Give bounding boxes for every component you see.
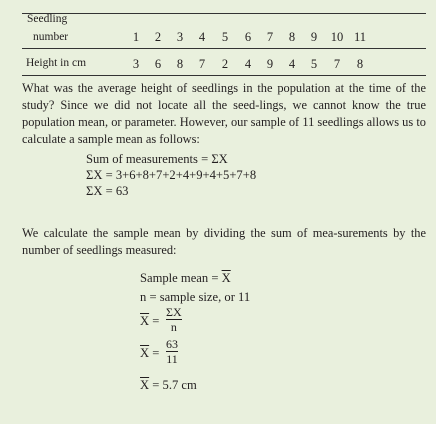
height-value: 8 (356, 57, 364, 71)
x-bar-symbol: $\overline{X}$ (140, 314, 150, 328)
table-bottom-rule (22, 75, 426, 76)
height-value: 4 (288, 57, 296, 71)
seedling-number: 8 (288, 30, 296, 44)
seedling-number: 10 (330, 30, 344, 44)
seedling-number: 4 (198, 30, 206, 44)
table-header-label-line2: number (33, 31, 69, 43)
seedling-number: 2 (154, 30, 162, 44)
substitution-line: $\overline{X}$ = (140, 346, 160, 360)
substitution-fraction (166, 338, 178, 365)
method-paragraph: We calculate the sample mean by dividing the sum of mea-surements by the number of seedlings measured: (22, 226, 426, 257)
table-row-label-height: Height in cm (26, 57, 87, 69)
seedling-number: 9 (310, 30, 318, 44)
fraction-denominator: 11 (166, 352, 178, 366)
sample-mean-line (140, 270, 231, 286)
fraction-numerator: ΣX (166, 305, 182, 319)
seedling-number: 3 (176, 30, 184, 44)
sum-definition: Sum of measurements = ΣX (86, 152, 228, 166)
table-top-rule (22, 13, 426, 14)
sample-mean-label: Sample mean = (140, 271, 219, 285)
seedling-number: 7 (266, 30, 274, 44)
x-bar-symbol: $\overline{X}$ (221, 271, 231, 285)
n-definition: n = sample size, or 11 (140, 290, 251, 304)
result-line (140, 377, 197, 393)
result-value: = 5.7 cm (152, 378, 197, 392)
height-value: 7 (333, 57, 341, 71)
seedling-number: 6 (244, 30, 252, 44)
height-value: 5 (310, 57, 318, 71)
height-value: 7 (198, 57, 206, 71)
x-bar-symbol: $\overline{X}$ (140, 378, 150, 392)
height-value: 2 (221, 57, 229, 71)
formula-fraction (166, 306, 182, 333)
x-bar-symbol: $\overline{X}$ (140, 346, 150, 360)
intro-paragraph: What was the average height of seedlings in the population at the time of the study? Since we did not locate all the seed-lings, we cannot know the true population mean, or parameter. However, our sample of 11 seedlings allows us to calculate a sample mean as follows: (22, 81, 426, 146)
height-value: 9 (266, 57, 274, 71)
seedling-number: 1 (132, 30, 140, 44)
table-middle-rule (22, 48, 426, 49)
height-value: 3 (132, 57, 140, 71)
height-value: 6 (154, 57, 162, 71)
fraction-denominator: n (170, 320, 177, 334)
sum-expansion: ΣX = 3+6+8+7+2+4+9+4+5+7+8 (86, 168, 257, 182)
fraction-numerator: 63 (166, 337, 178, 351)
seedling-number: 11 (353, 30, 367, 44)
height-value: 8 (176, 57, 184, 71)
table-header-label-line1: Seedling (27, 13, 68, 25)
sum-result: ΣX = 63 (86, 184, 129, 198)
formula-line: $\overline{X}$ = (140, 314, 160, 328)
height-value: 4 (244, 57, 252, 71)
seedling-number: 5 (221, 30, 229, 44)
